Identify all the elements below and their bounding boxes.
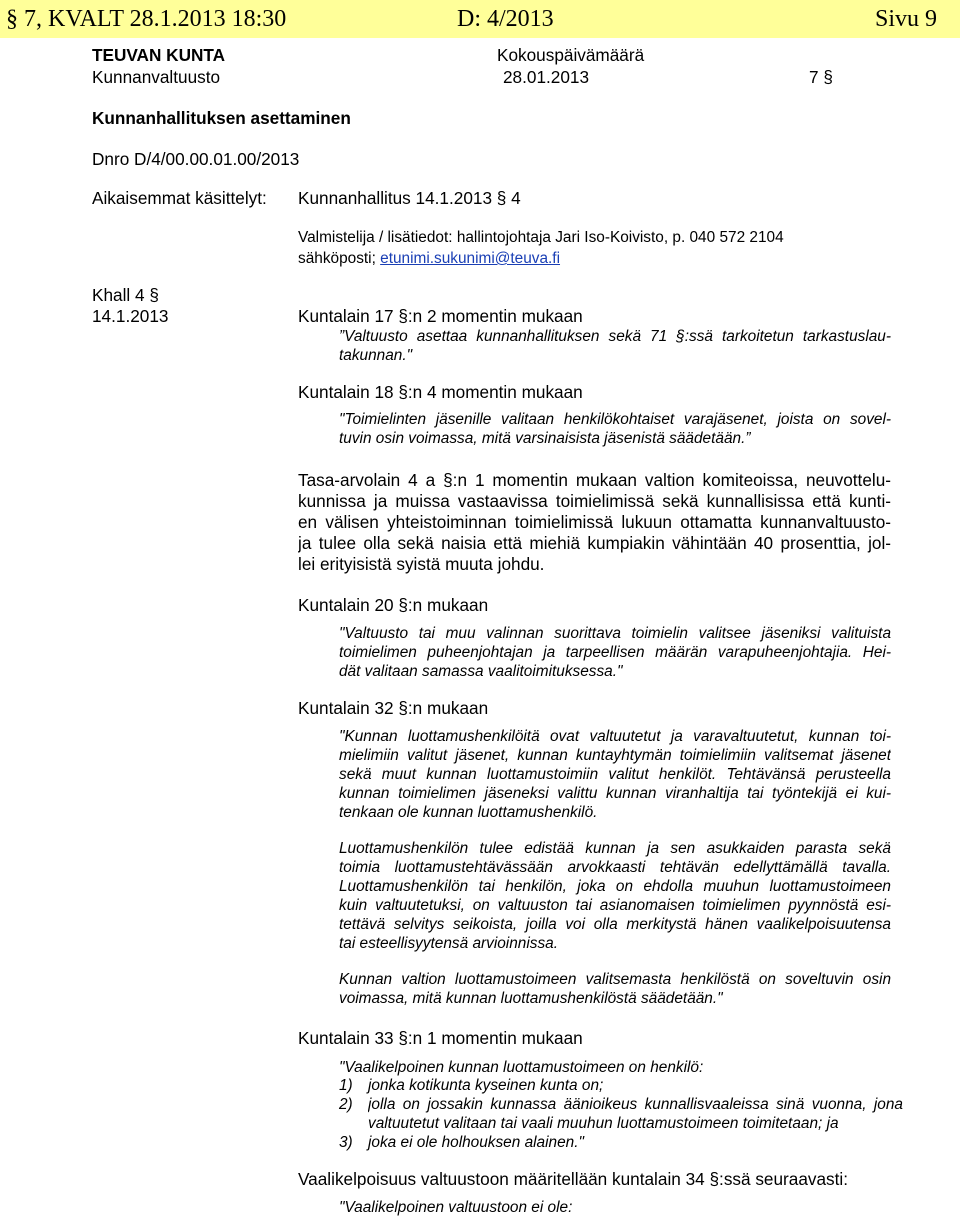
heading-kl20: Kuntalain 20 §:n mukaan [298,595,489,615]
preparer-line: Valmistelija / lisätiedot: hallintojohtaja Jari Iso-Koivisto, p. 040 572 2104 [298,229,784,246]
org-name: TEUVAN KUNTA [92,45,226,65]
quote-line: Kunnan valtion luottamustoimeen valitsemasta henkilöstä on soveltuvin osin [339,971,891,988]
email-label: sähköposti; [298,250,381,267]
quote-line: ”Valtuusto asettaa kunnanhallituksen sekä 71 §:ssä tarkoitetun tarkastuslau- [339,328,891,345]
list-item-text: jolla on jossakin kunnassa äänioikeus kunnallisvaaleissa sinä vuonna, jona [368,1096,903,1113]
banner-center: D: 4/2013 [457,6,554,32]
quote-line: dät valitaan samassa vaalitoimituksessa." [339,663,623,680]
quote-line: toimielimen puheenjohtajan ja tarpeellisen määrän varapuheenjohtajia. Hei- [339,644,891,661]
quote-intro: "Vaalikelpoinen kunnan luottamustoimeen on henkilö: [339,1059,704,1076]
heading-kl33: Kuntalain 33 §:n 1 momentin mukaan [298,1028,583,1048]
quote-line: voimassa, mitä kunnan luottamushenkilöstä säädetään." [339,990,723,1007]
date-label: Kokouspäivämäärä [497,45,645,65]
quote-line: mielimiin valitut jäsenet, kunnan kuntayhtymän toimielimiin valitsemat jäsenet [339,747,891,764]
quote-line: Luottamushenkilön tulee edistää kunnan ja sen asukkaiden parasta sekä [339,840,891,857]
side-meeting: Khall 4 § [92,285,159,305]
dnro: Dnro D/4/00.00.01.00/2013 [92,149,300,169]
list-number: 2) [339,1096,353,1113]
quote-line: takunnan." [339,347,413,364]
list-number: 3) [339,1134,353,1151]
document-banner [0,0,960,38]
previous-label: Aikaisemmat käsittelyt: [92,188,267,208]
quote-line: tettävä selvitys seikoista, joilla voi olla merkitystä hänen vaalikelpoisuutensa [339,916,891,933]
quote-line: Luottamushenkilön tai henkilön, joka on ehdolla muuhun luottamustoimeen [339,878,891,895]
meeting-date: 28.01.2013 [503,67,590,87]
quote-intro: "Vaalikelpoinen valtuustoon ei ole: [339,1199,573,1216]
paragraph-line: ja tulee olla sekä naisia että miehiä kumpiakin vähintään 40 prosenttia, jol- [298,533,891,553]
quote-line: sekä muut kunnan luottamustoimiin valitut henkilöt. Tehtävänsä perusteella [339,766,891,783]
list-item-text: jonka kotikunta kyseinen kunta on; [368,1077,604,1094]
list-number: 1) [339,1077,353,1094]
section-number: 7 § [809,67,833,87]
quote-line: toimia luottamustehtävässään arvokkaasti tehtävän edellyttämällä tavalla. [339,859,891,876]
quote-line: tuvin osin voimassa, mitä varsinaisista jäsenistä säädetään.” [339,430,751,447]
heading-kl32: Kuntalain 32 §:n mukaan [298,698,489,718]
paragraph-line: Tasa-arvolain 4 a §:n 1 momentin mukaan valtion komiteoissa, neuvottelu- [298,470,891,490]
paragraph-line: lei erityisistä syistä muuta johdu. [298,554,545,574]
banner-left: § 7, KVALT 28.1.2013 18:30 [6,6,287,32]
quote-line: kuin valtuutetuksi, on valtuuston tai asianomaisen toimielimen pyynnöstä esi- [339,897,891,914]
email-line [298,248,560,269]
heading-kl34: Vaalikelpoisuus valtuustoon määritellään kuntalain 34 §:ssä seuraavasti: [298,1169,849,1189]
body-name: Kunnanvaltuusto [92,67,221,87]
quote-line: "Toimielinten jäsenille valitaan henkilökohtaiset varajäsenet, joista on sovel- [339,411,891,428]
paragraph-line: kunnissa ja muissa vastaavissa toimielimissä sekä kunnallisissa että kunti- [298,491,891,511]
banner-right: Sivu 9 [875,6,938,32]
email-link[interactable]: etunimi.sukunimi@teuva.fi [380,250,561,267]
quote-line: kunnan toimielimen jäseneksi valittu kunnan viranhaltija tai työntekijä ei kui- [339,785,891,802]
quote-line: "Kunnan luottamushenkilöitä ovat valtuutetut ja varavaltuutetut, kunnan toi- [339,728,891,745]
heading-kl18: Kuntalain 18 §:n 4 momentin mukaan [298,382,583,402]
quote-line: tenkaan ole kunnan luottamushenkilö. [339,804,598,821]
side-date: 14.1.2013 [92,306,169,326]
quote-line: "Valtuusto tai muu valinnan suorittava toimielin valitsee jäseniksi valituista [339,625,891,642]
heading-kl17: Kuntalain 17 §:n 2 momentin mukaan [298,306,583,326]
page-title: Kunnanhallituksen asettaminen [92,108,351,128]
list-item-text: valtuutetut valitaan tai vaali muuhun luottamustoimeen toimitetaan; ja [368,1115,839,1132]
paragraph-line: en välisen yhteistoiminnan toimielimissä lukuun ottamatta kunnanvaltuusto- [298,512,891,532]
list-item-text: joka ei ole holhouksen alainen." [368,1134,584,1151]
quote-line: tai esteellisyytensä arvioinnissa. [339,935,558,952]
previous-value: Kunnanhallitus 14.1.2013 § 4 [298,188,521,208]
